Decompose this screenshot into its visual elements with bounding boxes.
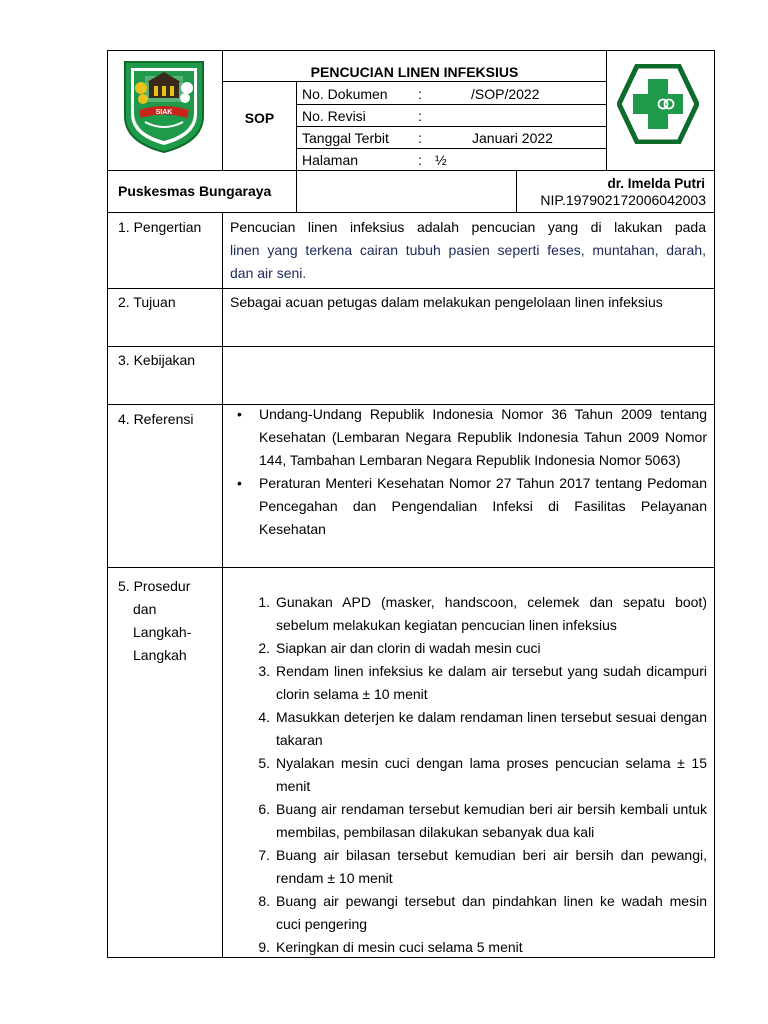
header-hline-bottom: [107, 170, 715, 171]
section-label-kebijakan: 3. Kebijakan: [118, 352, 196, 368]
border-left: [107, 50, 108, 958]
shield-emblem-icon: [121, 58, 207, 154]
pengertian-line-1: Pencucian linen infeksius adalah pencucian yang di lakukan pada: [230, 219, 706, 235]
row2-hline-bottom: [107, 212, 715, 213]
puskesmas-logo: [617, 64, 699, 144]
list-item: 9. Keringkan di mesin cuci selama 5 menit: [258, 939, 523, 955]
section-label-referensi: 4. Referensi: [118, 411, 194, 427]
meta-sep: :: [418, 152, 422, 168]
pengertian-line-3: dan air seni.: [230, 265, 307, 281]
sop-label: SOP: [244, 110, 275, 126]
header-vline-3: [606, 50, 607, 170]
row-hline-tujuan: [107, 346, 715, 347]
meta-value-tanggal-terbit: Januari 2022: [472, 130, 553, 146]
list-item: 5. Nyalakan mesin cuci dengan lama proses pencucian selama ± 15 menit: [258, 755, 707, 794]
list-item: 8. Buang air pewangi tersebut dan pindahkan linen ke wadah mesin cuci pengering: [258, 893, 707, 932]
meta-value-no-dokumen: /SOP/2022: [471, 86, 540, 102]
signer-nip: NIP.197902172006042003: [540, 192, 706, 208]
bullet-icon: •: [237, 475, 242, 491]
regional-emblem-logo: [121, 58, 207, 154]
tujuan-text: Sebagai acuan petugas dalam melakukan pengelolaan linen infeksius: [230, 294, 663, 310]
meta-label-no-revisi: No. Revisi: [302, 108, 366, 124]
pengertian-line-2: linen yang terkena cairan tubuh pasien seperti feses, muntahan, darah,: [230, 242, 706, 258]
meta-sep: :: [418, 130, 422, 146]
meta-label-tanggal-terbit: Tanggal Terbit: [302, 130, 389, 146]
header-hline-2: [296, 126, 607, 127]
section-label-prosedur-1: 5. Prosedur: [118, 578, 191, 594]
puskesmas-cross-icon: [617, 64, 699, 144]
list-item: 2. Siapkan air dan clorin di wadah mesin cuci: [258, 640, 541, 656]
document-title: PENCUCIAN LINEN INFEKSIUS: [310, 64, 519, 80]
section-label-prosedur-2: dan: [133, 601, 157, 617]
section-label-tujuan: 2. Tujuan: [118, 294, 176, 310]
list-item: • Undang-Undang Republik Indonesia Nomor 36 Tahun 2009 tentang Kesehatan (Lembaran Negara Republik Indonesia Tahun 2009 Nomor 144, Tambahan Lembaran Negara Republik Indonesia Nomor 5063): [259, 403, 707, 472]
meta-value-halaman: ½: [435, 152, 447, 168]
row-hline-referensi: [107, 567, 715, 568]
meta-sep: :: [418, 108, 422, 124]
prosedur-steps-list: [258, 591, 707, 959]
emblem-ribbon-text: SIAK: [155, 109, 173, 116]
list-item: 1. Gunakan APD (masker, handscoon, celemek dan sepatu boot) sebelum melakukan kegiatan pencucian linen infeksius: [258, 594, 707, 633]
meta-label-no-dokumen: No. Dokumen: [302, 86, 388, 102]
section-label-prosedur-3: Langkah-: [133, 624, 192, 640]
list-item: 4. Masukkan deterjen ke dalam rendaman linen tersebut sesuai dengan takaran: [258, 709, 707, 748]
list-item: 6. Buang air rendaman tersebut kemudian beri air bersih kembali untuk membilas, pembilasan dilakukan sebanyak dua kali: [258, 801, 707, 840]
row2-vline-1: [296, 170, 297, 212]
meta-sep: :: [418, 86, 422, 102]
header-hline-1: [296, 104, 607, 105]
border-top: [107, 50, 715, 51]
bullet-icon: •: [237, 406, 242, 422]
puskesmas-name: Puskesmas Bungaraya: [118, 183, 272, 199]
row-hline-pengertian: [107, 288, 715, 289]
section-label-pengertian: 1. Pengertian: [118, 219, 202, 235]
list-item: • Peraturan Menteri Kesehatan Nomor 27 Tahun 2017 tentang Pedoman Pencegahan dan Pengendalian Infeksi di Fasilitas Pelayanan Kesehatan: [259, 472, 707, 541]
list-item: 7. Buang air bilasan tersebut kemudian beri air bersih dan pewangi, rendam ± 10 menit: [258, 847, 707, 886]
section-label-prosedur-4: Langkah: [133, 647, 187, 663]
header-hline-3: [296, 148, 607, 149]
body-column-divider: [222, 212, 223, 958]
meta-label-halaman: Halaman: [302, 152, 359, 168]
signer-name: dr. Imelda Putri: [607, 176, 705, 191]
referensi-list: [237, 403, 707, 541]
list-item: 3. Rendam linen infeksius ke dalam air tersebut yang sudah dicampuri clorin selama ± 10 menit: [258, 663, 707, 702]
border-right: [714, 50, 715, 958]
